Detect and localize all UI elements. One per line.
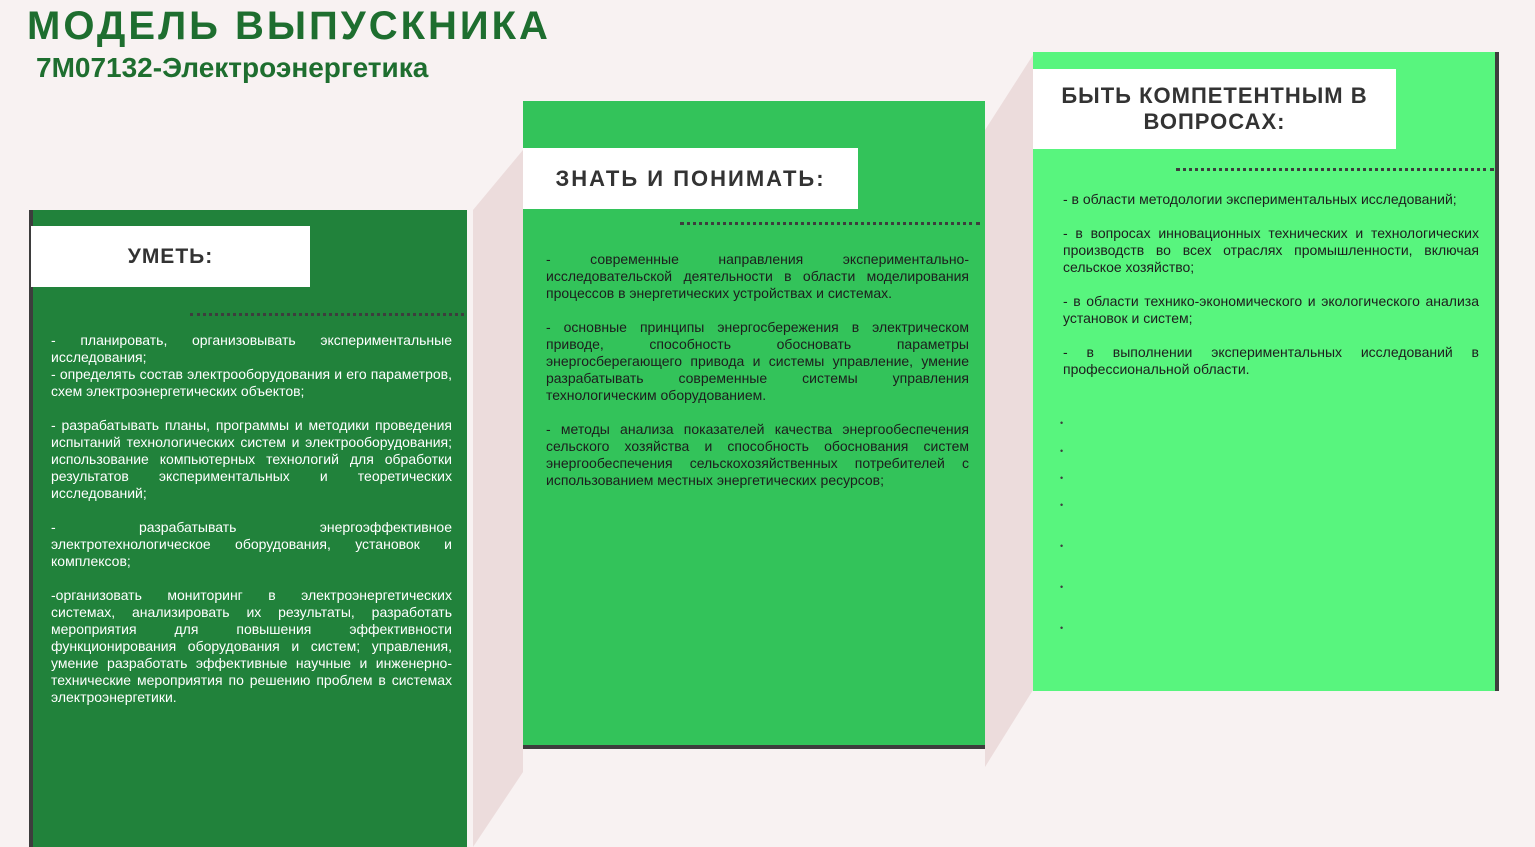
skills-list	[51, 332, 452, 723]
competence-list	[1063, 191, 1479, 395]
empty-bullet	[1060, 447, 1066, 449]
knowledge-item: - современные направления экспериментально-исследовательской деятельности в области моделирования процессов в энергетических устройствах и системах.	[546, 251, 969, 301]
knowledge-list	[546, 251, 969, 506]
skills-divider	[190, 313, 464, 316]
competence-item: - в выполнении экспериментальных исследований в профессиональной области.	[1063, 344, 1479, 377]
empty-bullet	[1060, 624, 1066, 626]
skills-item: - планировать, организовывать экспериментальные исследования; - определять состав электрооборудования и его параметров, схем электроэнергетических объектов;	[51, 332, 452, 399]
knowledge-heading: ЗНАТЬ И ПОНИМАТЬ:	[523, 148, 858, 209]
competence-item: - в области технико-экономического и экологического анализа установок и систем;	[1063, 293, 1479, 326]
knowledge-item: - методы анализа показателей качества энергообеспечения сельского хозяйства и способность обоснования систем энергообеспечения сельскохозяйственных потребителей с использованием местных энергетических ресурсов;	[546, 421, 969, 488]
knowledge-item: - основные принципы энергосбережения в электрическом приводе, способность обосновать параметры энергосберегающего привода и системы управление, умение разрабатывать современные системы управления технологическим оборудованием.	[546, 319, 969, 403]
competence-heading: БЫТЬ КОМПЕТЕНТНЫМ В ВОПРОСАХ:	[1033, 69, 1396, 149]
empty-bullet	[1060, 474, 1066, 476]
connector-left-mid	[473, 150, 523, 847]
page-subtitle: 7M07132-Электроэнергетика	[36, 52, 429, 83]
skills-item: - разрабатывать энергоэффективное электротехнологическое оборудования, установок и комплексов;	[51, 519, 452, 569]
knowledge-divider	[680, 222, 980, 225]
empty-bullet	[1060, 542, 1066, 544]
empty-bullet	[1060, 501, 1066, 503]
empty-bullet	[1060, 419, 1066, 421]
skills-item: -организовать мониторинг в электроэнергетических системах, анализировать их результаты, разработать мероприятия для повышения эффективности функционирования оборудования и систем; управления, умение разработать эффективные научные и инженерно-технические мероприятия по решению проблем в системах электроэнергетики.	[51, 587, 452, 705]
skills-heading: УМЕТЬ:	[31, 226, 310, 287]
empty-bullet	[1060, 583, 1066, 585]
connector-mid-right	[985, 55, 1033, 767]
competence-item: - в области методологии экспериментальных исследований;	[1063, 191, 1457, 207]
competence-item: - в вопросах инновационных технических и технологических производств во всех отраслях промышленности, включая сельское хозяйство;	[1063, 225, 1479, 275]
page-title: МОДЕЛЬ ВЫПУСКНИКА	[27, 4, 551, 48]
skills-item: - разрабатывать планы, программы и методики проведения испытаний технологических систем и электрооборудования; использование компьютерных технологий для обработки результатов экспериментальных и теоретических исследований;	[51, 417, 452, 501]
competence-divider	[1176, 168, 1494, 171]
